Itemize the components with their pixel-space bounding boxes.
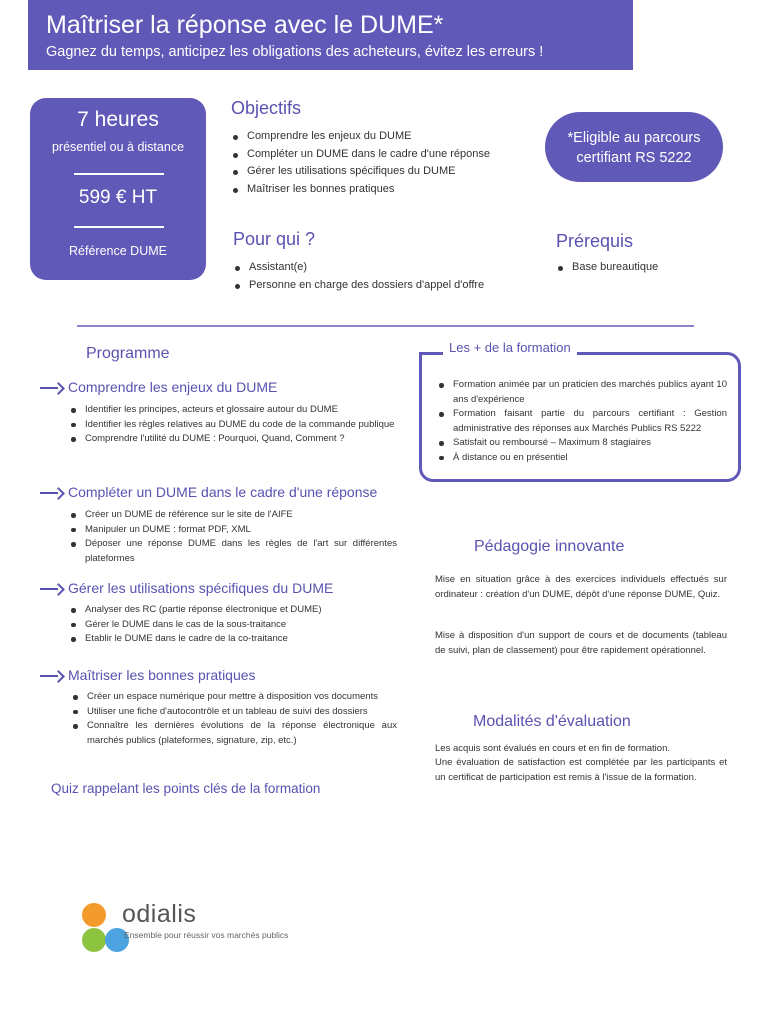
info-card: [30, 98, 206, 280]
card-divider: [74, 226, 164, 228]
logo-tagline: Ensemble pour réussir vos marchés publics: [124, 930, 289, 940]
programme-section-list: [71, 690, 397, 748]
arrow-right-icon: [40, 670, 62, 682]
list-item: Satisfait ou remboursé – Maximum 8 stagiaires: [437, 436, 727, 451]
prerequis-list: [556, 259, 726, 277]
list-item: Utiliser une fiche d'autocontrôle et un tableau de suivi des dossiers: [71, 705, 397, 720]
list-item: Déposer une réponse DUME dans les règles de l'art sur différentes plateformes: [69, 537, 397, 566]
list-item: Gérer le DUME dans le cas de la sous-traitance: [69, 618, 397, 633]
programme-section-list: [69, 508, 397, 566]
card-divider: [74, 173, 164, 175]
eligible-badge: *Eligible au parcours certifiant RS 5222: [545, 112, 723, 182]
programme-section-list: [69, 603, 397, 647]
list-item: Identifier les règles relatives au DUME du code de la commande publique: [69, 418, 397, 433]
objectifs-list: [231, 128, 499, 198]
pedagogie-title: Pédagogie innovante: [474, 538, 625, 555]
list-item: À distance ou en présentiel: [437, 451, 727, 466]
logo-name: odialis: [122, 900, 197, 928]
modalites-text: Les acquis sont évalués en cours et en fin de formation.: [435, 743, 670, 754]
pour-qui-title: Pour qui ?: [233, 229, 316, 249]
objectifs-title: Objectifs: [231, 98, 302, 118]
list-item: Comprendre les enjeux du DUME: [231, 128, 499, 146]
price: 599 € HT: [78, 187, 158, 208]
programme-section-title: Comprendre les enjeux du DUME: [40, 379, 277, 395]
plus-list: [437, 378, 727, 465]
list-item: Manipuler un DUME : format PDF, XML: [69, 523, 397, 538]
odialis-logo: [80, 900, 320, 960]
arrow-right-icon: [40, 583, 62, 595]
arrow-right-icon: [40, 487, 62, 499]
arrow-right-icon: [40, 382, 62, 394]
list-item: Connaître les dernières évolutions de la réponse électronique aux marchés publics (plateformes, signature, zip, etc.): [71, 719, 397, 748]
list-item: Gérer les utilisations spécifiques du DUME: [231, 163, 499, 181]
list-item: Formation animée par un praticien des marchés publics ayant 10 ans d'expérience: [437, 378, 727, 407]
pedagogie-text: Mise à disposition d'un support de cours et de documents (tableau de suivi, plan de classement) pour être rapidement opérationnel.: [435, 630, 727, 656]
list-item: Base bureautique: [556, 259, 726, 277]
list-item: Maîtriser les bonnes pratiques: [231, 181, 499, 199]
list-item: Etablir le DUME dans le cadre de la co-traitance: [69, 632, 397, 647]
list-item: Compléter un DUME dans le cadre d'une réponse: [231, 146, 499, 164]
pedagogie-text: Mise en situation grâce à des exercices individuels effectués sur ordinateur : création d'un DUME, dépôt d'une réponse DUME, Quiz.: [435, 574, 727, 600]
section-divider: [77, 325, 694, 327]
programme-section-title: Gérer les utilisations spécifiques du DUME: [40, 580, 333, 596]
header-banner: [28, 0, 633, 70]
duration: 7 heures: [77, 108, 159, 131]
training-mode: présentiel ou à distance: [51, 140, 185, 154]
list-item: Personne en charge des dossiers d'appel d'offre: [233, 277, 523, 295]
programme-section-list: [69, 403, 397, 447]
reference: Référence DUME: [69, 244, 167, 258]
programme-section-title: Compléter un DUME dans le cadre d'une réponse: [40, 484, 377, 500]
list-item: Créer un espace numérique pour mettre à disposition vos documents: [71, 690, 397, 705]
programme-title: Programme: [86, 345, 170, 362]
prerequis-title: Prérequis: [556, 231, 634, 251]
modalites-text: Une évaluation de satisfaction est complétée par les participants et un certificat de participation est remis à l'issue de la formation.: [435, 757, 727, 783]
list-item: Formation faisant partie du parcours certifiant : Gestion administrative des réponses aux Marchés Publics RS 5222: [437, 407, 727, 436]
list-item: Analyser des RC (partie réponse électronique et DUME): [69, 603, 397, 618]
modalites-title: Modalités d'évaluation: [473, 713, 631, 730]
list-item: Identifier les principes, acteurs et glossaire autour du DUME: [69, 403, 397, 418]
programme-section-title: Maîtriser les bonnes pratiques: [40, 667, 256, 683]
list-item: Assistant(e): [233, 259, 523, 277]
quiz-text: Quiz rappelant les points clés de la formation: [51, 781, 321, 796]
pour-qui-list: [233, 259, 523, 294]
list-item: Comprendre l'utilité du DUME : Pourquoi, Quand, Comment ?: [69, 432, 397, 447]
page-subtitle: Gagnez du temps, anticipez les obligations des acheteurs, évitez les erreurs !: [46, 44, 544, 60]
list-item: Créer un DUME de référence sur le site de l'AIFE: [69, 508, 397, 523]
plus-title: Les + de la formation: [443, 340, 577, 355]
page-title: Maîtriser la réponse avec le DUME*: [46, 11, 444, 39]
